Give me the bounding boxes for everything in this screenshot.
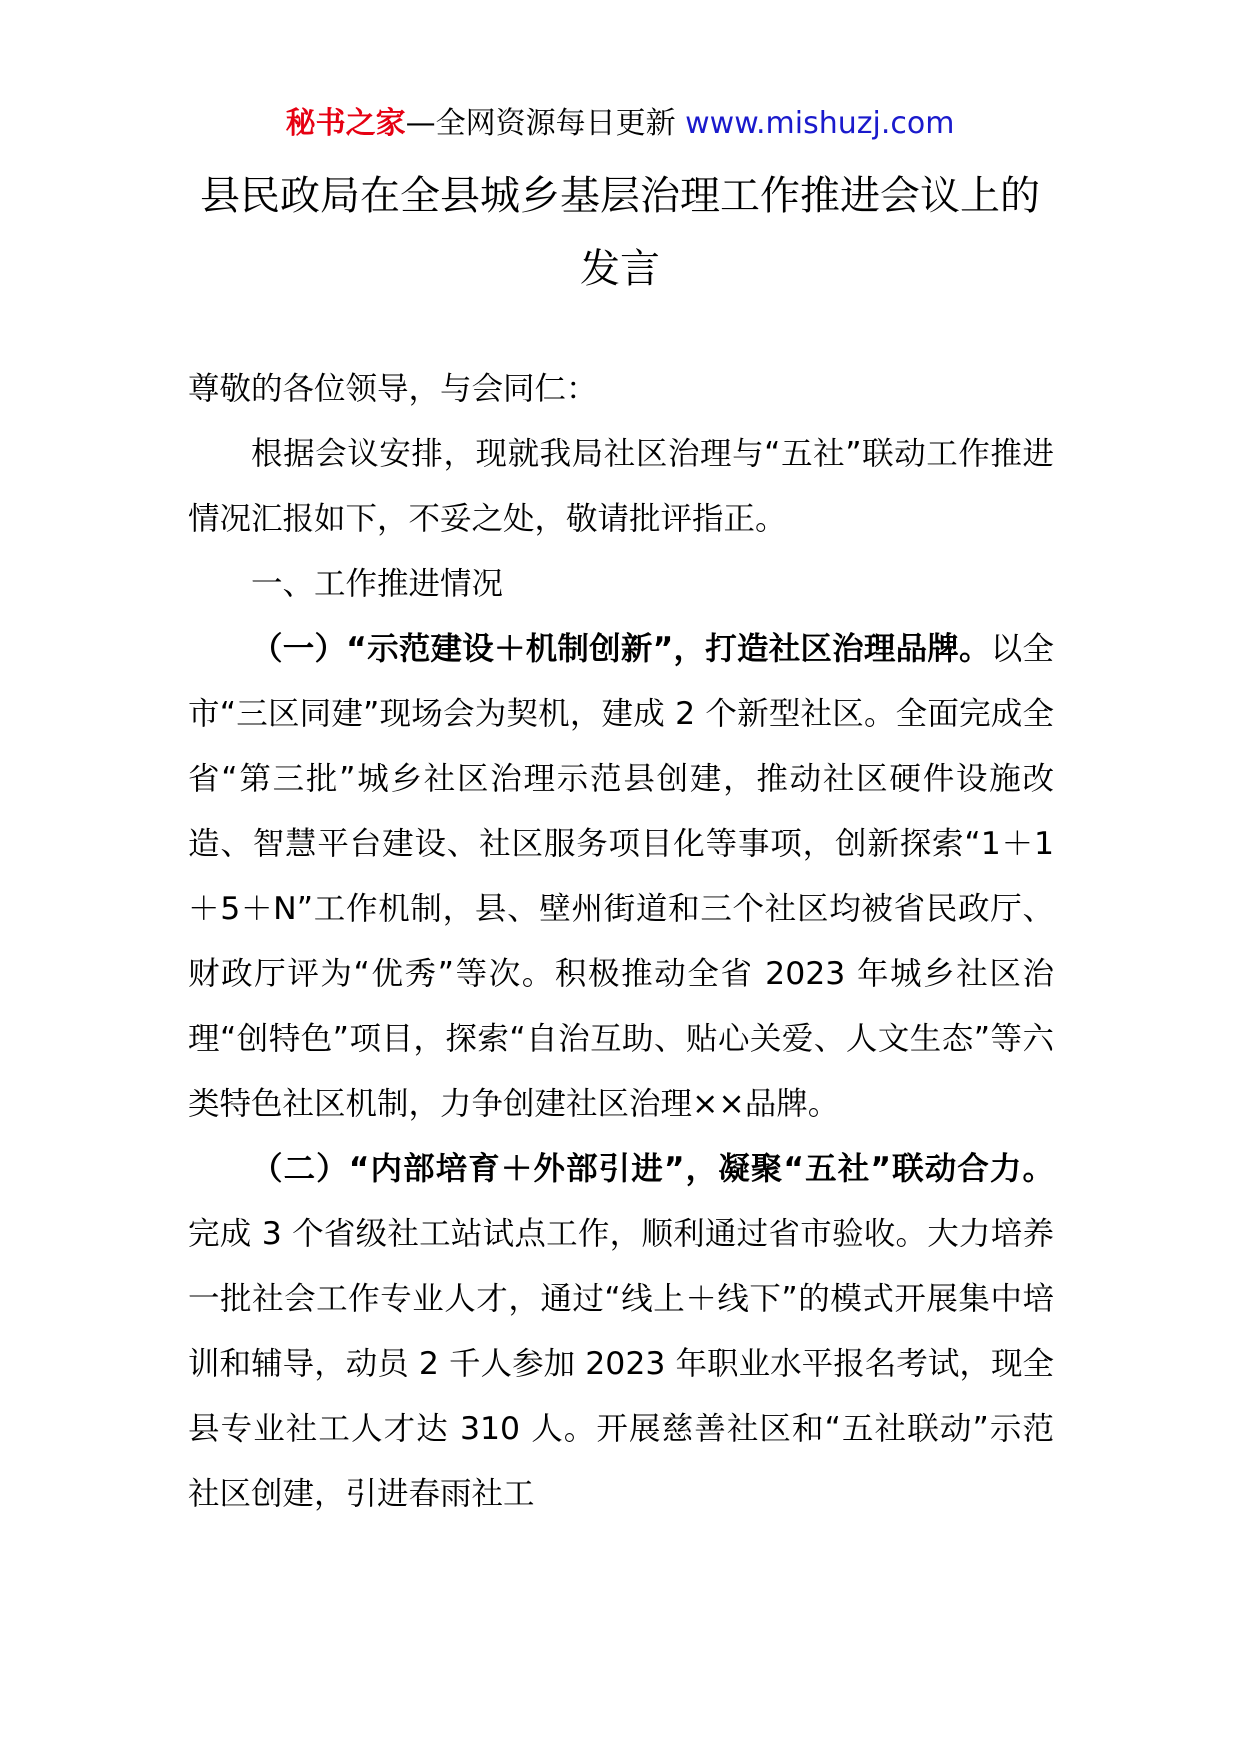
document-body (188, 357, 1054, 1527)
salutation: 尊敬的各位领导，与会同仁： (188, 371, 598, 407)
site-url[interactable]: www.mishuzj.com (685, 106, 955, 141)
section-heading-1: 一、工作推进情况 (251, 566, 504, 602)
item-heading-2: （二）“内部培育＋外部引进”，凝聚“五社”联动合力。 (251, 1151, 1054, 1187)
item-paragraph-1 (188, 617, 1054, 1137)
item-text-1: 以全市“三区同建”现场会为契机，建成 2 个新型社区。全面完成全省“第三批”城乡社区治理示范县创建，推动社区硬件设施改造、智慧平台建设、社区服务项目化等事项，创新探索“1＋1＋5＋N”工作机制，县、壁州街道和三个社区均被省民政厅、财政厅评为“优秀”等次。积极推动全省 2023 年城乡社区治理“创特色”项目，探索“自治互助、贴心关爱、人文生态”等六类特色社区机制，力争创建社区治理××品牌。 (188, 631, 1054, 1122)
item-heading-1: （一）“示范建设＋机制创新”，打造社区治理品牌。 (251, 631, 991, 667)
intro-paragraph: 根据会议安排，现就我局社区治理与“五社”联动工作推进情况汇报如下，不妥之处，敬请批评指正。 (188, 436, 1054, 537)
site-header (0, 100, 1240, 148)
item-text-2: 完成 3 个省级社工站试点工作，顺利通过省市验收。大力培养一批社会工作专业人才，通过“线上＋线下”的模式开展集中培训和辅导，动员 2 千人参加 2023 年职业水平报名考试，现全县专业社工人才达 310 人。开展慈善社区和“五社联动”示范社区创建，引进春雨社工 (188, 1216, 1054, 1512)
document-title: 县民政局在全县城乡基层治理工作推进会议上的发言 (200, 173, 1040, 292)
brand-name: 秘书之家 (285, 106, 406, 141)
header-tagline: —全网资源每日更新 (405, 106, 686, 141)
item-paragraph-2 (188, 1137, 1054, 1527)
